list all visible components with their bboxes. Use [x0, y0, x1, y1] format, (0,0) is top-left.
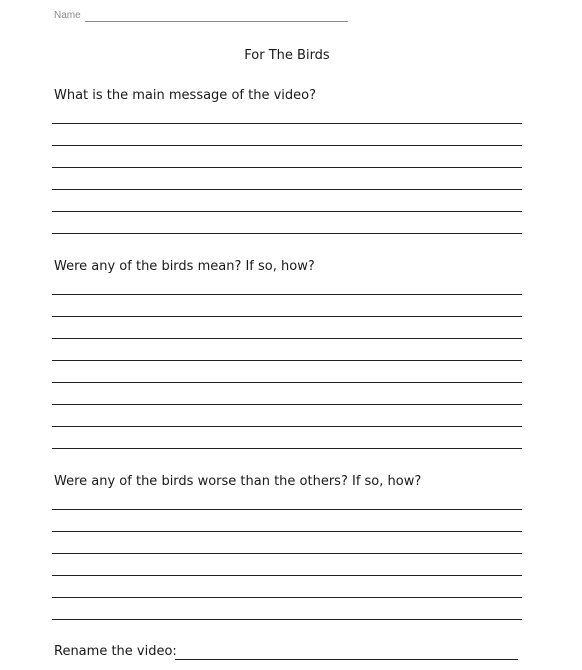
- answer-line[interactable]: [52, 145, 522, 146]
- answer-line[interactable]: [52, 316, 522, 317]
- answer-line[interactable]: [52, 448, 522, 449]
- answer-line[interactable]: [52, 426, 522, 427]
- answer-line[interactable]: [52, 189, 522, 190]
- answer-line[interactable]: [52, 553, 522, 554]
- question-2: Were any of the birds mean? If so, how?: [54, 259, 315, 274]
- answer-line[interactable]: [52, 233, 522, 234]
- answer-line[interactable]: [52, 294, 522, 295]
- question-1: What is the main message of the video?: [54, 88, 316, 103]
- answer-line[interactable]: [52, 404, 522, 405]
- answer-line[interactable]: [52, 531, 522, 532]
- answer-line[interactable]: [52, 619, 522, 620]
- answer-line[interactable]: [52, 575, 522, 576]
- question-3: Were any of the birds worse than the others? If so, how?: [54, 474, 422, 489]
- name-label: Name: [54, 10, 81, 21]
- name-field-line[interactable]: [85, 21, 348, 22]
- rename-label: Rename the video:: [54, 644, 177, 659]
- answer-line[interactable]: [52, 509, 522, 510]
- answer-line[interactable]: [52, 123, 522, 124]
- answer-line[interactable]: [52, 338, 522, 339]
- answer-line[interactable]: [52, 382, 522, 383]
- answer-line[interactable]: [52, 167, 522, 168]
- worksheet-title: For The Birds: [244, 48, 330, 63]
- answer-line[interactable]: [52, 597, 522, 598]
- rename-field-line[interactable]: [175, 659, 518, 660]
- answer-line[interactable]: [52, 360, 522, 361]
- answer-line[interactable]: [52, 211, 522, 212]
